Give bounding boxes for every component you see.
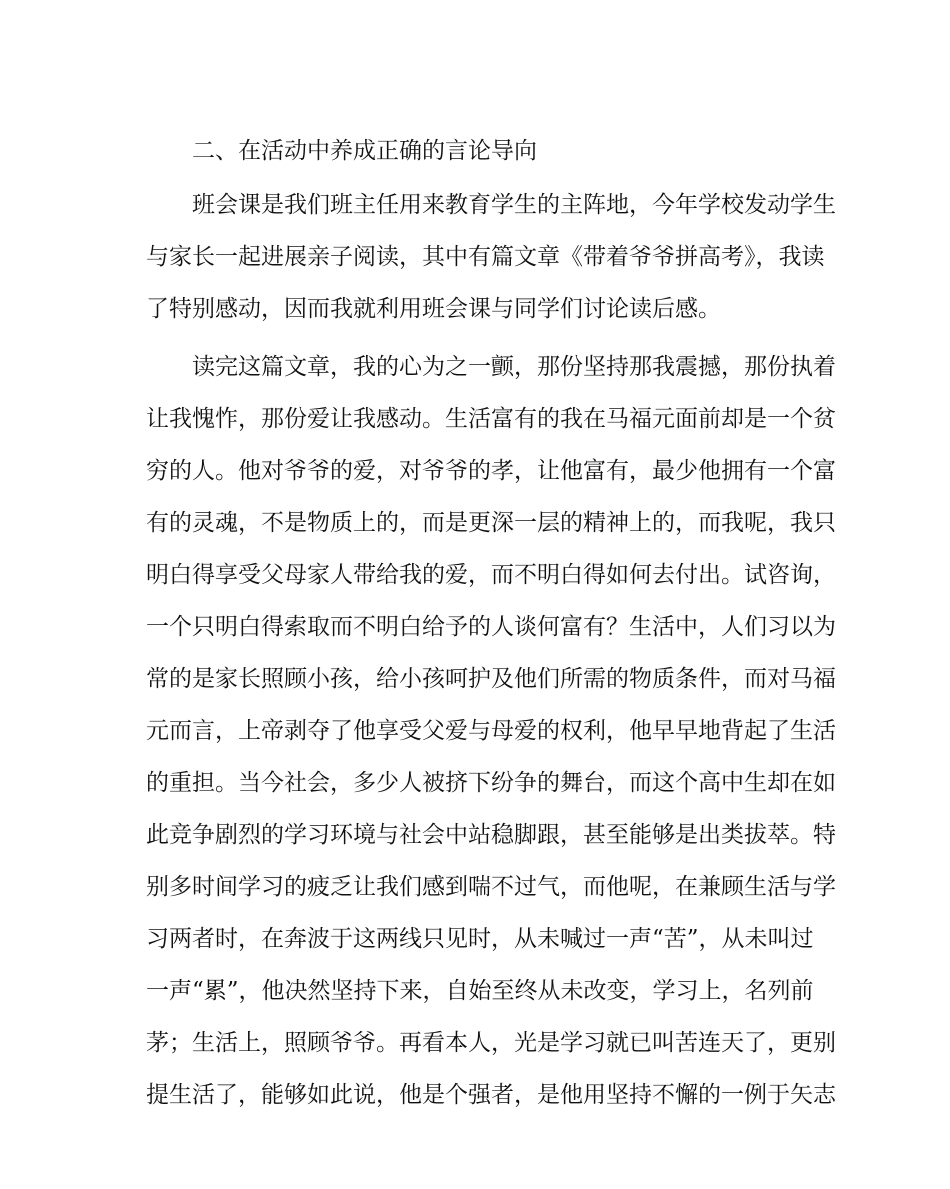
paragraph-line: 提生活了，能够如此说，他是个强者，是他用坚持不懈的一例于矢志 — [146, 1082, 836, 1108]
document-body — [146, 130, 836, 1126]
paragraph-line: 与家长一起进展亲子阅读，其中有篇文章《带着爷爷拼高考》，我读 — [146, 244, 825, 270]
paragraph-line: 读完这篇文章，我的心为之一颤，那份坚持那我震撼，那份执着 — [192, 354, 836, 380]
paragraph-line: 一个只明白得索取而不明白给予的人谈何富有？生活中，人们习以为 — [146, 614, 836, 640]
paragraph-line: 一声“累”，他决然坚持下来，自始至终从未改变，学习上，名列前 — [146, 978, 814, 1004]
paragraph-line: 茅；生活上，照顾爷爷。再看本人，光是学习就已叫苦连天了，更别 — [146, 1030, 836, 1056]
paragraph-line: 的重担。当今社会，多少人被挤下纷争的舞台，而这个高中生却在如 — [146, 770, 836, 796]
paragraph-line: 班会课是我们班主任用来教育学生的主阵地，今年学校发动学生 — [192, 192, 836, 218]
paragraph-line: 让我愧怍，那份爱让我感动。生活富有的我在马福元面前却是一个贫 — [146, 406, 836, 432]
paragraph-line: 此竞争剧烈的学习环境与社会中站稳脚跟，甚至能够是出类拔萃。特 — [146, 822, 836, 848]
paragraph-2 — [146, 340, 836, 1116]
paragraph-line: 元而言，上帝剥夺了他享受父爱与母爱的权利，他早早地背起了生活 — [146, 718, 836, 744]
paragraph-line: 明白得享受父母家人带给我的爱，而不明白得如何去付出。试咨询， — [146, 562, 836, 588]
section-heading — [146, 130, 802, 172]
paragraph-1 — [146, 178, 836, 330]
heading-line: 二、在活动中养成正确的言论导向 — [192, 138, 537, 164]
paragraph-line: 习两者时，在奔波于这两线只见时，从未喊过一声“苦”，从未叫过 — [146, 926, 814, 952]
paragraph-line: 常的是家长照顾小孩，给小孩呵护及他们所需的物质条件，而对马福 — [146, 666, 836, 692]
paragraph-line: 别多时间学习的疲乏让我们感到喘不过气，而他呢，在兼顾生活与学 — [146, 874, 836, 900]
paragraph-line: 有的灵魂，不是物质上的，而是更深一层的精神上的，而我呢，我只 — [146, 510, 836, 536]
paragraph-line: 穷的人。他对爷爷的爱，对爷爷的孝，让他富有，最少他拥有一个富 — [146, 458, 836, 484]
paragraph-line: 了特别感动，因而我就利用班会课与同学们讨论读后感。 — [146, 296, 721, 322]
